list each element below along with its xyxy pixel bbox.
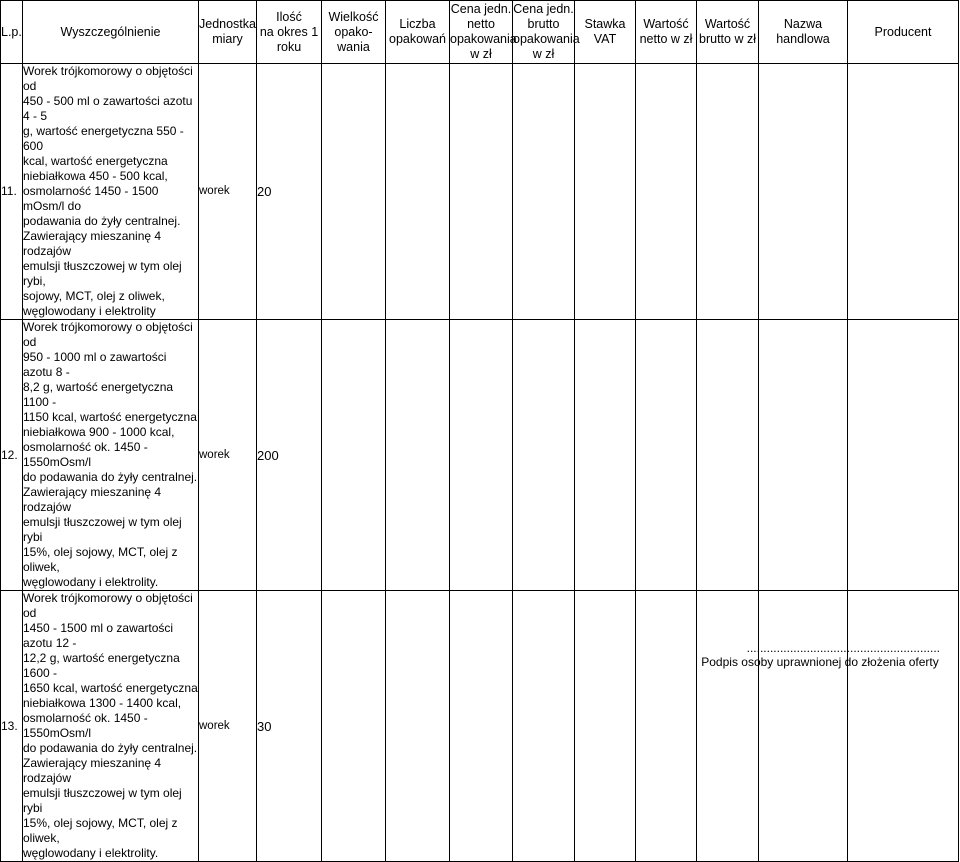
row-producer[interactable] bbox=[848, 320, 959, 591]
row-lp: 13. bbox=[1, 591, 23, 862]
table-row bbox=[1, 591, 959, 862]
signature-dots: .......................................................... bbox=[746, 641, 940, 655]
header-gross-price: Cena jedn. brutto opakowania w zł bbox=[513, 1, 575, 64]
table-row bbox=[1, 320, 959, 591]
row-net-value[interactable] bbox=[636, 591, 697, 862]
row-description-text: Worek trójkomorowy o objętości od 1450 - 1500 ml o zawartości azotu 12 - 12,2 g, wartość energetyczna 1600 - 1650 kcal, wartość energetyczna niebiałkowa 1300 - 1400 kcal, osmolarność ok. 1450 - 1550mOsm/l do podawania do żyły centralnej. Zawierający mieszaninę 4 rodzajów emulsji tłuszczowej w tym olej rybi 15%, olej sojowy, MCT, olej z oliwek, węglowodany i elektrolity. bbox=[23, 591, 198, 860]
row-qty: 20 bbox=[257, 64, 322, 320]
header-pack-count: Liczba opakowań bbox=[386, 1, 450, 64]
row-trade-name[interactable] bbox=[759, 64, 848, 320]
row-lp: 12. bbox=[1, 320, 23, 591]
table-row bbox=[1, 64, 959, 320]
header-vat: Stawka VAT bbox=[575, 1, 636, 64]
row-vat[interactable] bbox=[575, 64, 636, 320]
row-pack-size[interactable] bbox=[322, 591, 386, 862]
row-vat[interactable] bbox=[575, 320, 636, 591]
row-pack-count[interactable] bbox=[386, 591, 450, 862]
row-trade-name[interactable] bbox=[759, 320, 848, 591]
row-gross-value[interactable] bbox=[697, 591, 759, 862]
row-pack-size[interactable] bbox=[322, 320, 386, 591]
row-pack-count[interactable] bbox=[386, 320, 450, 591]
signature-block bbox=[700, 641, 940, 669]
row-pack-size[interactable] bbox=[322, 64, 386, 320]
row-unit: worek bbox=[199, 320, 257, 591]
header-spec: Wyszczególnienie bbox=[23, 1, 199, 64]
header-row bbox=[1, 1, 959, 64]
row-net-value[interactable] bbox=[636, 320, 697, 591]
row-description-text: Worek trójkomorowy o objętości od 950 - 1000 ml o zawartości azotu 8 - 8,2 g, wartość energetyczna 1100 - 1150 kcal, wartość energetyczna niebiałkowa 900 - 1000 kcal, osmolarność ok. 1450 - 1550mOsm/l do podawania do żyły centralnej. Zawierający mieszaninę 4 rodzajów emulsji tłuszczowej w tym olej rybi 15%, olej sojowy, MCT, olej z oliwek, węglowodany i elektrolity. bbox=[23, 320, 198, 589]
header-net-price: Cena jedn. netto opakowania w zł bbox=[450, 1, 513, 64]
row-net-price[interactable] bbox=[450, 320, 513, 591]
row-description-text: Worek trójkomorowy o objętości od 450 - 500 ml o zawartości azotu 4 - 5 g, wartość energetyczna 550 - 600 kcal, wartość energetyczna niebiałkowa 450 - 500 kcal, osmolarność 1450 - 1500 mOsm/l do podawania do żyły centralnej. Zawierający mieszaninę 4 rodzajów emulsji tłuszczowej w tym olej rybi, sojowy, MCT, olej z oliwek, węglowodany i elektrolity bbox=[23, 64, 193, 318]
header-gross-value: Wartość brutto w zł bbox=[697, 1, 759, 64]
row-description bbox=[23, 64, 199, 320]
row-unit: worek bbox=[199, 591, 257, 862]
row-gross-price[interactable] bbox=[513, 591, 575, 862]
row-unit: worek bbox=[199, 64, 257, 320]
row-producer[interactable] bbox=[848, 591, 959, 862]
row-gross-price[interactable] bbox=[513, 64, 575, 320]
row-net-price[interactable] bbox=[450, 591, 513, 862]
header-qty: Ilość na okres 1 roku bbox=[257, 1, 322, 64]
header-producer: Producent bbox=[848, 1, 959, 64]
row-description bbox=[23, 320, 199, 591]
row-pack-count[interactable] bbox=[386, 64, 450, 320]
row-gross-value[interactable] bbox=[697, 64, 759, 320]
row-gross-value[interactable] bbox=[697, 320, 759, 591]
row-net-value[interactable] bbox=[636, 64, 697, 320]
row-producer[interactable] bbox=[848, 64, 959, 320]
header-lp: L.p. bbox=[1, 1, 23, 64]
header-trade-name: Nazwa handlowa bbox=[759, 1, 848, 64]
row-qty: 200 bbox=[257, 320, 322, 591]
row-lp: 11. bbox=[1, 64, 23, 320]
row-description bbox=[23, 591, 199, 862]
row-vat[interactable] bbox=[575, 591, 636, 862]
row-qty: 30 bbox=[257, 591, 322, 862]
row-trade-name[interactable] bbox=[759, 591, 848, 862]
header-net-value: Wartość netto w zł bbox=[636, 1, 697, 64]
header-pack-size: Wielkość opako- wania bbox=[322, 1, 386, 64]
row-net-price[interactable] bbox=[450, 64, 513, 320]
row-gross-price[interactable] bbox=[513, 320, 575, 591]
header-unit: Jednostka miary bbox=[199, 1, 257, 64]
signature-label: Podpis osoby uprawnionej do złożenia oferty bbox=[701, 655, 939, 669]
